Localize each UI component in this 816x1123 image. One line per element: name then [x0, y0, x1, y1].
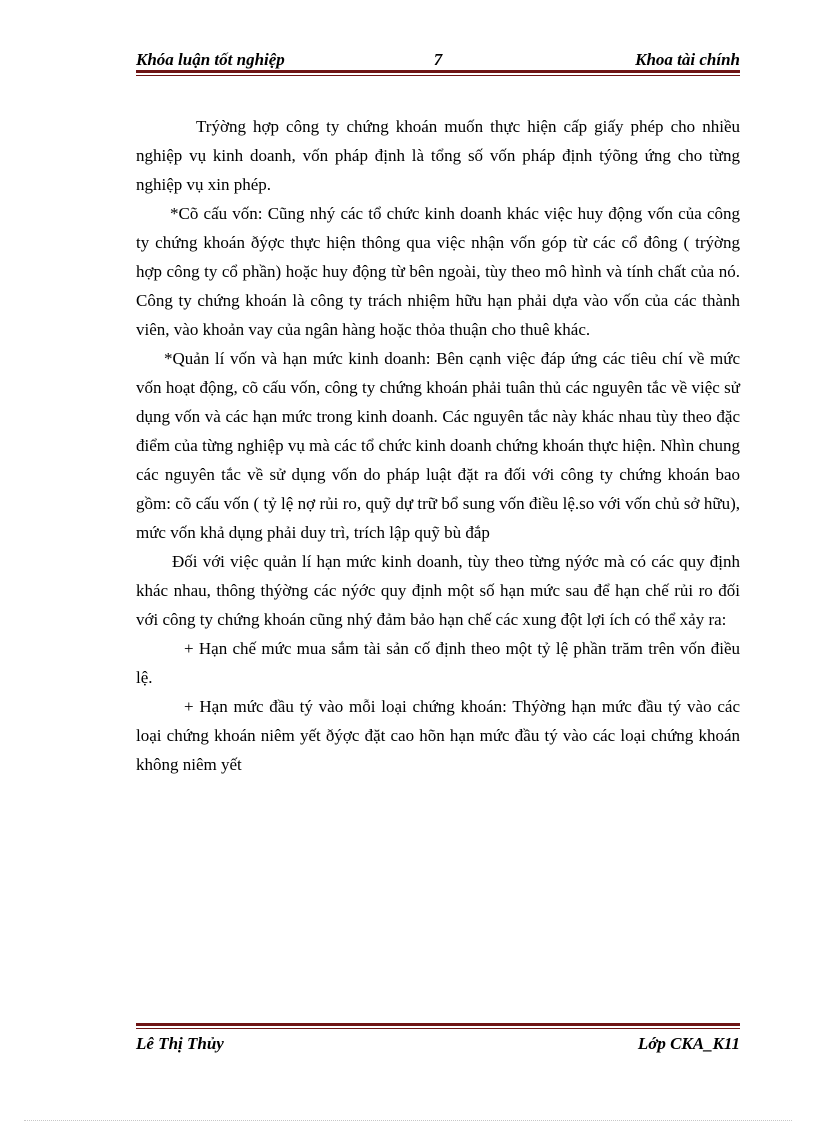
page-footer	[136, 1031, 740, 1057]
paragraph-1: Trýờng hợp công ty chứng khoán muốn thực hiện cấp giấy phép cho nhiều nghiệp vụ kinh doanh, vốn pháp định là tổng số vốn pháp định týõng ứng cho từng nghiệp vụ xin phép.	[136, 117, 740, 194]
header-rule	[136, 70, 740, 76]
header-thesis-title: Khóa luận tốt nghiệp	[136, 50, 285, 69]
paragraph-2: *Cõ cấu vốn: Cũng nhý các tổ chức kinh doanh khác việc huy động vốn của công ty chứng khoán ðýợc thực hiện thông qua việc nhận vốn góp từ các cổ đông ( trýờng hợp công ty cổ phần) hoặc huy động từ bên ngoài, tùy theo mô hình và tính chất của nó. Công ty chứng khoán là công ty trách nhiệm hữu hạn phải dựa vào vốn của các thành viên, vào khoản vay của ngân hàng hoặc thỏa thuận cho thuê khác.	[136, 204, 740, 339]
footer-rule	[136, 1023, 740, 1029]
paragraph-5: + Hạn chế mức mua sắm tài sản cố định theo một tỷ lệ phần trăm trên vốn điều lệ.	[136, 639, 740, 687]
footer-class: Lớp CKA_K11	[637, 1034, 740, 1053]
header-page-number: 7	[433, 50, 443, 69]
paragraph-4: Đối với việc quản lí hạn mức kinh doanh, tùy theo từng nýớc mà có các quy định khác nhau, thông thýờng các nýớc quy định một số hạn mức sau để hạn chế rủi ro đối với công ty chứng khoán cũng nhý đảm bảo hạn chế các xung đột lợi ích có thể xảy ra:	[136, 552, 740, 629]
page-header	[136, 48, 740, 72]
footer-author: Lê Thị Thủy	[136, 1034, 224, 1053]
paragraph-3: *Quản lí vốn và hạn mức kinh doanh: Bên cạnh việc đáp ứng các tiêu chí về mức vốn hoạt động, cõ cấu vốn, công ty chứng khoán phải tuân thủ các nguyên tắc về việc sử dụng vốn và các hạn mức trong kinh doanh. Các nguyên tắc này khác nhau tùy theo đặc điểm của từng nghiệp vụ mà các tổ chức kinh doanh chứng khoán thực hiện. Nhìn chung các nguyên tắc về sử dụng vốn do pháp luật đặt ra đối với công ty chứng khoán bao gồm: cõ cấu vốn ( tỷ lệ nợ rủi ro, quỹ dự trữ bổ sung vốn điều lệ.so với vốn chủ sở hữu), mức vốn khả dụng phải duy trì, trích lập quỹ bù đắp	[136, 349, 740, 542]
body-text	[136, 112, 740, 779]
paragraph-6: + Hạn mức đầu tý vào mỗi loại chứng khoán: Thýờng hạn mức đầu tý vào các loại chứng khoán niêm yết ðýợc đặt cao hõn hạn mức đầu tý vào các loại chứng khoán không niêm yết	[136, 697, 740, 774]
page-edge-divider	[24, 1120, 792, 1121]
header-faculty: Khoa tài chính	[635, 50, 740, 69]
